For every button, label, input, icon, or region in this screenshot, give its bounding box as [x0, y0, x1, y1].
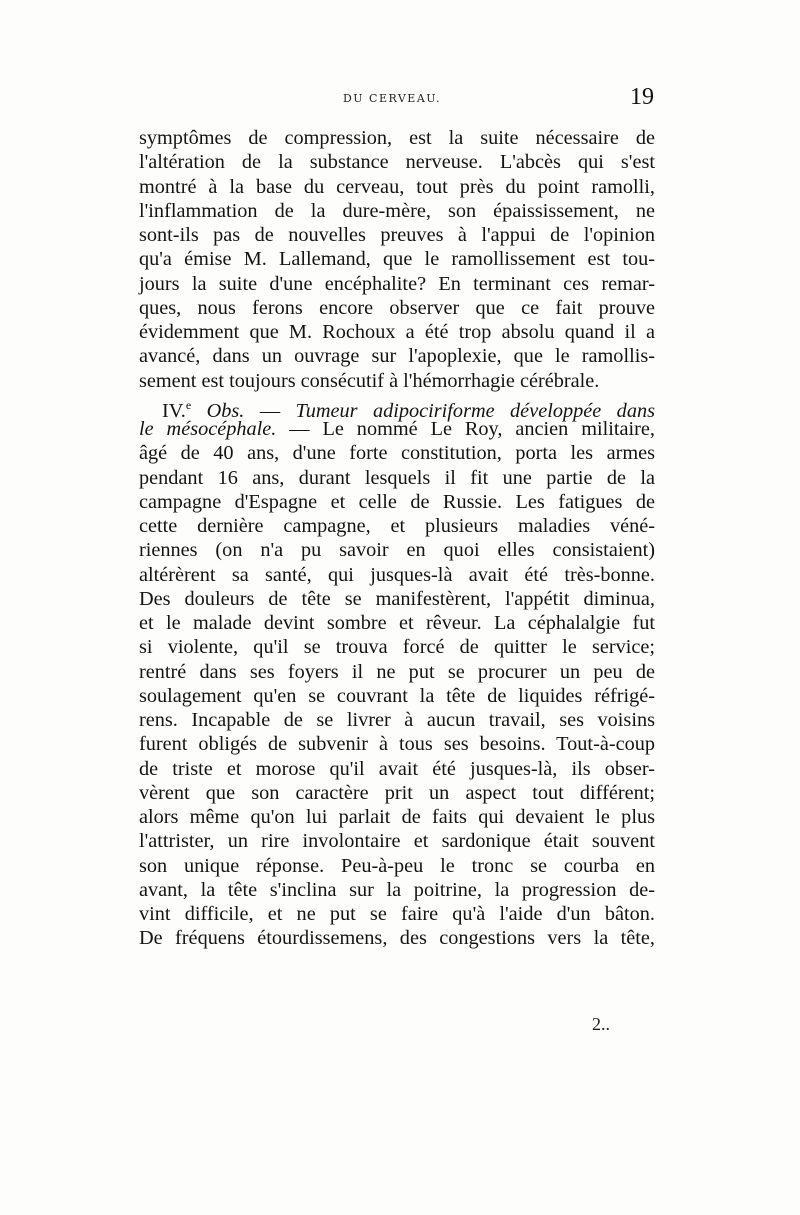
running-head: DU CERVEAU.: [342, 92, 442, 105]
page-header: [130, 84, 654, 120]
text-line: [139, 417, 655, 441]
text-line: son unique réponse. Peu-à-peu le tronc se courba en: [139, 854, 655, 877]
text-line: âgé de 40 ans, d'une forte constitution, porta les armes: [139, 442, 655, 465]
text-line: qu'a émise M. Lallemand, que le ramollissement est tou-: [139, 248, 655, 271]
observation-label: Obs.: [206, 399, 245, 422]
text-line: vint difficile, et ne put se faire qu'à l'aide d'un bâton.: [139, 903, 655, 925]
observation-title: Tumeur adipociriforme développée dans: [295, 399, 655, 422]
text-line: avant, la tête s'inclina sur la poitrine, la progression de-: [139, 878, 655, 901]
text-line: vèrent que son caractère prit un aspect tout différent;: [139, 781, 655, 804]
text-line: symptômes de compression, est la suite nécessaire de: [139, 127, 655, 149]
text-line: de triste et morose qu'il avait été jusques-là, ils obser-: [139, 757, 655, 780]
text-line: ques, nous ferons encore observer que ce fait prouve: [139, 296, 655, 319]
text-line: altérèrent sa santé, qui jusques-là avait été très-bonne.: [139, 563, 655, 586]
text-line: Des douleurs de tête se manifestèrent, l'appétit diminua,: [139, 587, 655, 610]
observation-dash: —: [244, 399, 296, 422]
text-line: furent obligés de subvenir à tous ses besoins. Tout-à-coup: [139, 733, 655, 756]
text-line: pendant 16 ans, durant lesquels il fit une partie de la: [139, 466, 655, 489]
text-line: jours la suite d'une encéphalite? En terminant ces remar-: [139, 272, 655, 295]
text-line: riennes (on n'a pu savoir en quoi elles consistaient): [139, 539, 655, 562]
text-line: l'attrister, un rire involontaire et sardonique était souvent: [139, 830, 655, 853]
text-line: sement est toujours consécutif à l'hémorrhagie cérébrale.: [139, 369, 600, 392]
observation-title-continued: le mésocéphale.: [139, 418, 277, 440]
text-line: évidemment que M. Rochoux a été trop absolu quand il a: [139, 321, 655, 343]
text-line: cette dernière campagne, et plusieurs maladies véné-: [139, 515, 655, 537]
printer-signature-mark: 2..: [592, 1014, 610, 1034]
text-line: sont-ils pas de nouvelles preuves à l'appui de l'opinion: [139, 224, 655, 246]
text-line: l'inflammation de la dure-mère, son épaississement, ne: [139, 199, 655, 222]
observation-heading: [139, 393, 655, 422]
text-line: et le malade devint sombre et rêveur. La céphalalgie fut: [139, 612, 655, 634]
text-line: campagne d'Espagne et celle de Russie. Les fatigues de: [139, 490, 655, 513]
page-number: 19: [630, 84, 654, 110]
text-line: rentré dans ses foyers il ne put se procurer un peu de: [139, 660, 655, 683]
text-line: rens. Incapable de se livrer à aucun travail, ses voisins: [139, 709, 655, 731]
observation-number-superscript: e: [185, 397, 192, 412]
text-line: soulagement qu'en se couvrant la tête de liquides réfrigé-: [139, 684, 655, 707]
text-span: — Le nommé Le Roy, ancien militaire,: [276, 418, 655, 440]
text-line: montré à la base du cerveau, tout près du point ramolli,: [139, 175, 655, 198]
text-line: l'altération de la substance nerveuse. L'abcès qui s'est: [139, 151, 655, 174]
observation-number: IV.: [162, 399, 186, 422]
text-line: avancé, dans un ouvrage sur l'apoplexie, que le ramollis-: [139, 345, 655, 368]
text-line: si violente, qu'il se trouva forcé de quitter le service;: [139, 636, 655, 659]
text-line: De fréquens étourdissemens, des congestions vers la tête,: [139, 927, 655, 950]
text-line: alors même qu'on lui parlait de faits qui devaient le plus: [139, 806, 655, 828]
body-text: [139, 126, 655, 951]
